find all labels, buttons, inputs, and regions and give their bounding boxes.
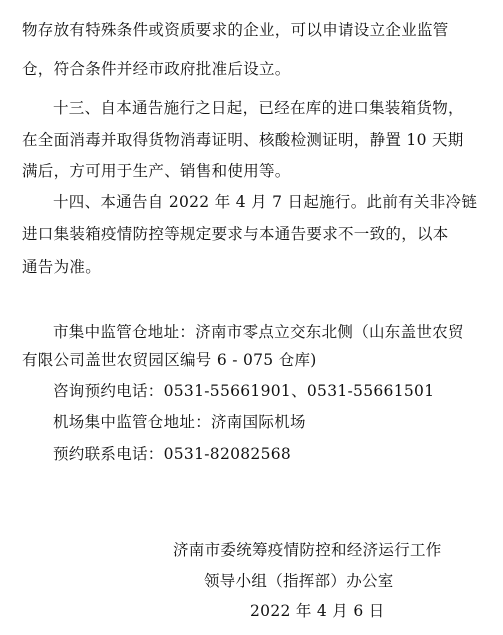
airport-warehouse-address: 机场集中监管仓地址：济南国际机场 [53, 413, 306, 431]
paragraph-3-line-3: 通告为准。 [22, 258, 102, 276]
signature-date: 2022 年 4 月 6 日 [250, 602, 385, 620]
paragraph-1-line-1: 物存放有特殊条件或资质要求的企业，可以申请设立企业监管 [22, 21, 449, 39]
paragraph-2-line-2: 在全面消毒并取得货物消毒证明、核酸检测证明，静置 10 天期 [22, 131, 464, 149]
signature-org-line-2: 领导小组（指挥部）办公室 [204, 572, 394, 590]
consult-phone: 咨询预约电话：0531-55661901、0531-55661501 [53, 382, 435, 400]
paragraph-2-line-3: 满后，方可用于生产、销售和使用等。 [22, 162, 291, 180]
paragraph-2-line-1: 十三、自本通告施行之日起，已经在库的进口集装箱货物， [53, 99, 464, 117]
paragraph-1-line-2: 仓，符合条件并经市政府批准后设立。 [22, 60, 291, 78]
booking-phone: 预约联系电话：0531-82082568 [53, 445, 292, 463]
signature-org-line-1: 济南市委统筹疫情防控和经济运行工作 [173, 541, 442, 559]
warehouse-address-line-2: 有限公司盖世农贸园区编号 6 - 075 仓库) [22, 351, 317, 369]
paragraph-3-line-1: 十四、本通告自 2022 年 4 月 7 日起施行。此前有关非冷链 [53, 193, 478, 211]
paragraph-3-line-2: 进口集装箱疫情防控等规定要求与本通告要求不一致的，以本 [22, 225, 449, 243]
warehouse-address-line-1: 市集中监管仓地址：济南市零点立交东北侧（山东盖世农贸 [53, 323, 464, 341]
